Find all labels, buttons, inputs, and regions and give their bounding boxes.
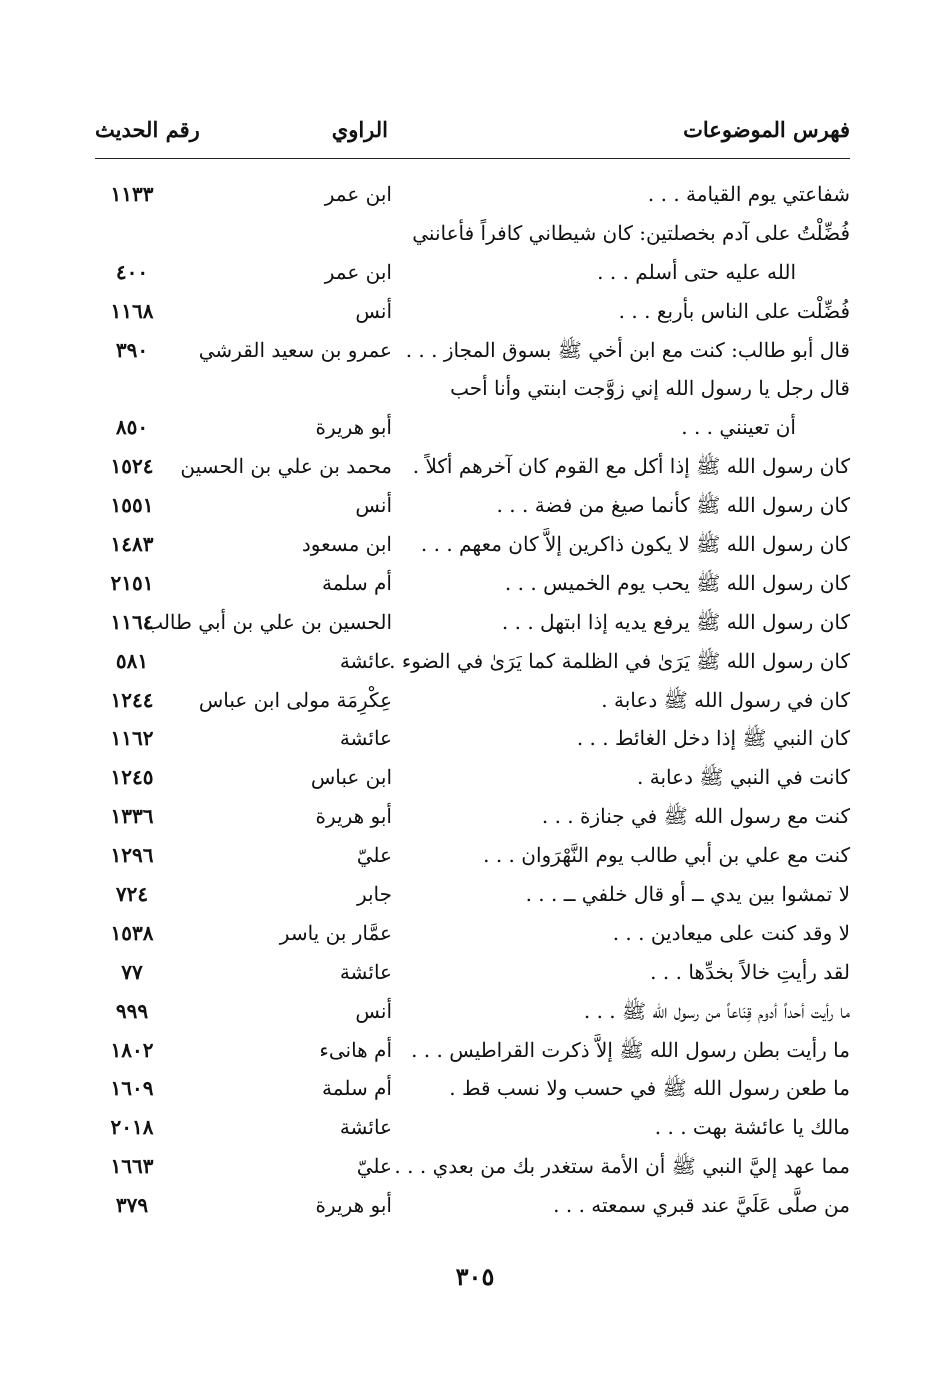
topic-column-header: فهرس الموضوعات	[683, 117, 850, 142]
table-header	[95, 113, 850, 153]
narrator-text: أم سلمة	[322, 1076, 392, 1101]
hadith-number: ١١٦٤	[110, 609, 154, 634]
topic-text: كنت مع رسول الله ﷺ في جنازة . . .	[541, 804, 850, 829]
table-row	[95, 758, 850, 797]
topic-text: كان رسول الله ﷺ لا يكون ذاكرين إلاَّ كان معهم . . .	[420, 532, 850, 557]
topic-text: كانت في النبي ﷺ دعابة .	[637, 765, 850, 790]
table-row	[95, 486, 850, 525]
topic-text: كان رسول الله ﷺ كأنما صيغ من فضة . . .	[496, 493, 850, 518]
topic-text: كنت مع علي بن أبي طالب يوم النَّهْرَوان . . .	[483, 843, 850, 868]
topic-text: لا وقد كنت على ميعادين . . .	[612, 920, 850, 945]
narrator-text: أبو هريرة	[315, 1193, 392, 1218]
table-row	[95, 564, 850, 603]
topic-text: كان رسول الله ﷺ يحب يوم الخميس . . .	[504, 570, 850, 595]
table-row	[95, 719, 850, 758]
hadith-number-column-header: رقم الحديث	[95, 117, 200, 142]
narrator-column-header: الراوي	[331, 117, 388, 142]
topic-text: كان رسول الله ﷺ يَرَىٰ في الظلمة كما يَرَىٰ في الضوء .	[389, 648, 850, 673]
narrator-text: عائشة	[339, 726, 392, 751]
table-row	[95, 408, 850, 447]
narrator-text: أم سلمة	[322, 570, 392, 595]
table-row	[95, 914, 850, 953]
hadith-number: ٢١٥١	[110, 570, 154, 595]
topic-text: ما طعن رسول الله ﷺ في حسب ولا نسب قط .	[449, 1076, 850, 1101]
table-row	[95, 953, 850, 992]
topic-text: قال أبو طالب: كنت مع ابن أخي ﷺ بسوق المجاز . . .	[405, 337, 850, 362]
table-row	[95, 525, 850, 564]
topic-text: ما رأيت بطن رسول الله ﷺ إلاَّ ذكرت القراطيس . . .	[411, 1037, 850, 1062]
narrator-text: عِكْرِمَة مولى ابن عباس	[198, 687, 392, 712]
narrator-text: ابن عباس	[310, 765, 392, 790]
hadith-number: ١٨٠٢	[110, 1037, 154, 1062]
topic-text: فُضِّلْت على الناس بأربع . . .	[618, 298, 850, 323]
hadith-number: ٥٨١	[115, 648, 149, 673]
hadith-number: ٩٩٩	[115, 998, 149, 1023]
hadith-number: ١١٦٨	[110, 298, 154, 323]
hadith-number: ٧٧	[121, 959, 143, 984]
table-row	[95, 875, 850, 914]
table-row	[95, 292, 850, 331]
hadith-number: ١١٦٢	[110, 726, 154, 751]
hadith-number: ١٥٢٤	[110, 454, 154, 479]
table-row	[95, 1108, 850, 1147]
hadith-number: ١٦٦٣	[110, 1154, 154, 1179]
topic-text: مما عهد إليَّ النبي ﷺ أن الأمة ستغدر بك من بعدي . . .	[394, 1154, 850, 1179]
table-row	[95, 253, 850, 292]
hadith-number: ١٢٩٦	[110, 843, 154, 868]
table-row	[95, 1147, 850, 1186]
hadith-number: ١١٣٣	[110, 182, 154, 206]
hadith-number: ٢٠١٨	[110, 1115, 154, 1140]
narrator-text: عائشة	[339, 648, 392, 673]
narrator-text: عائشة	[339, 959, 392, 984]
hadith-number: ١٢٤٥	[110, 765, 154, 790]
hadith-number: ١٢٤٤	[110, 687, 154, 712]
narrator-text: عمرو بن سعيد القرشي	[198, 337, 392, 362]
table-row	[95, 603, 850, 642]
header-divider	[95, 158, 850, 159]
table-row	[95, 214, 850, 253]
table-row	[95, 642, 850, 681]
topic-text: مالك يا عائشة بهت . . .	[654, 1115, 850, 1140]
hadith-number: ١٤٨٣	[110, 532, 154, 557]
hadith-number: ٣٧٩	[115, 1193, 149, 1218]
narrator-text: أنس	[355, 998, 392, 1023]
topic-text: كان رسول الله ﷺ يرفع يديه إذا ابتهل . . .	[501, 609, 850, 634]
topic-text: كان رسول الله ﷺ إذا أكل مع القوم كان آخرهم أكلاً .	[412, 454, 850, 479]
table-row	[95, 797, 850, 836]
topic-text: كان النبي ﷺ إذا دخل الغائط . . .	[576, 726, 850, 751]
narrator-text: جابر	[356, 882, 392, 907]
table-row	[95, 681, 850, 720]
hadith-number: ١٣٣٦	[110, 804, 154, 829]
narrator-text: ابن عمر	[324, 259, 392, 284]
narrator-text: عمَّار بن ياسر	[279, 920, 392, 945]
table-row	[95, 447, 850, 486]
table-row	[95, 369, 850, 408]
topic-text: قال رجل يا رسول الله إني زوَّجت ابنتي وأنا أحب	[450, 376, 850, 401]
topic-text: لا تمشوا بين يدي ــ أو قال خلفي ــ . . .	[525, 882, 850, 907]
table-row	[95, 331, 850, 370]
topic-text: ما رأيت أحداً أدوم قِنَاعاً من رسول الله ﷺ . . .	[583, 998, 850, 1023]
table-row	[95, 1186, 850, 1225]
topic-text: كان في رسول الله ﷺ دعابة .	[601, 687, 850, 712]
page-number: ٣٠٥	[455, 1262, 495, 1291]
topic-text: من صلَّى عَلَيَّ عند قبري سمعته . . .	[553, 1193, 850, 1218]
narrator-text: أنس	[355, 298, 392, 323]
narrator-text: أنس	[355, 493, 392, 518]
table-row	[95, 1069, 850, 1108]
topic-text: فُضِّلْتُ على آدم بخصلتين: كان شيطاني كافراً فأعانني	[412, 220, 850, 245]
narrator-text: عائشة	[339, 1115, 392, 1140]
hadith-number: ٨٥٠	[115, 415, 149, 440]
narrator-text: الحسين بن علي بن أبي طالب	[144, 609, 392, 634]
table-row	[95, 992, 850, 1031]
topic-text: أن تعينني . . .	[681, 415, 796, 440]
hadith-number: ١٦٠٩	[110, 1076, 154, 1101]
hadith-number: ١٥٣٨	[110, 920, 154, 945]
narrator-text: عليّ	[356, 1154, 392, 1179]
narrator-text: ابن مسعود	[301, 532, 392, 557]
table-row	[95, 1031, 850, 1070]
table-row	[95, 836, 850, 875]
narrator-text: محمد بن علي بن الحسين	[180, 454, 392, 479]
hadith-number: ١٥٥١	[110, 493, 154, 518]
hadith-number: ٤٠٠	[115, 259, 149, 284]
narrator-text: أبو هريرة	[315, 804, 392, 829]
topic-text: الله عليه حتى أسلم . . .	[597, 259, 796, 284]
index-table	[95, 175, 850, 1225]
narrator-text: أبو هريرة	[315, 415, 392, 440]
topic-text: شفاعتي يوم القيامة . . .	[647, 182, 850, 206]
table-row	[95, 175, 850, 214]
narrator-text: عليّ	[356, 843, 392, 868]
topic-text: لقد رأيتِ خالاً بخدِّها . . .	[650, 959, 850, 984]
narrator-text: ابن عمر	[324, 182, 392, 206]
narrator-text: أم هانىء	[319, 1037, 392, 1062]
hadith-number: ٧٢٤	[115, 882, 149, 907]
hadith-number: ٣٩٠	[115, 337, 149, 362]
